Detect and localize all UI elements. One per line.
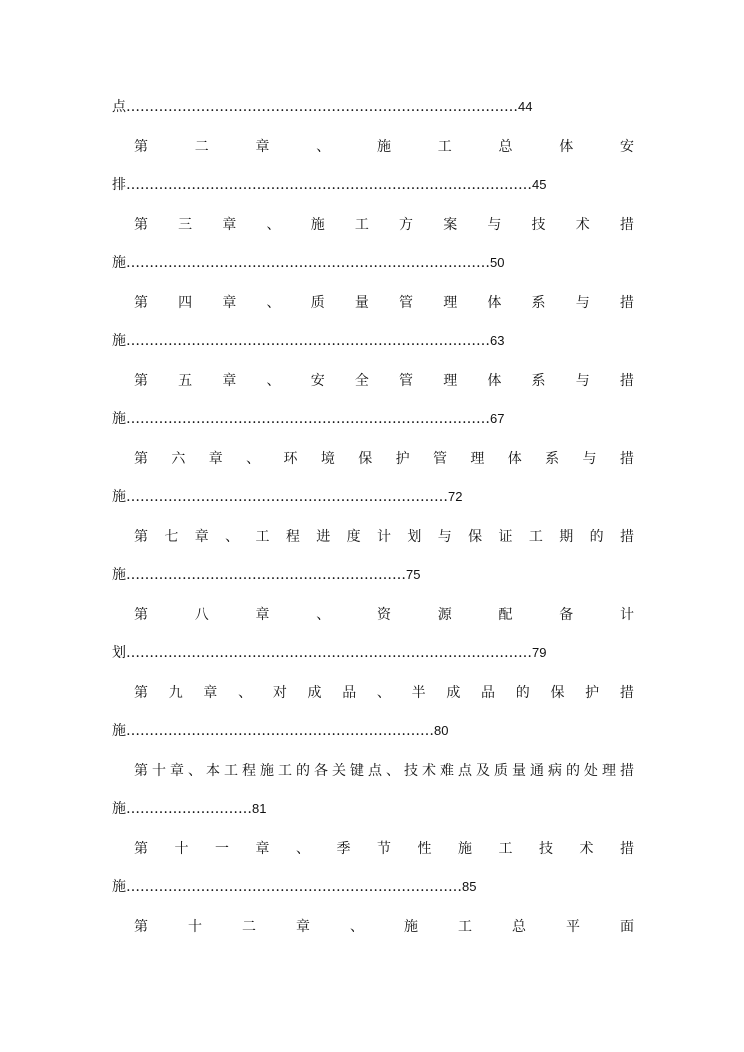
toc-heading-tail: 施 — [112, 333, 126, 349]
toc-heading-char: 划 — [407, 529, 422, 545]
toc-heading-char: 理 — [443, 373, 458, 389]
toc-heading-char: 工 — [528, 529, 543, 545]
toc-heading-char: 的 — [296, 763, 310, 779]
toc-heading-char: 与 — [575, 295, 590, 311]
toc-heading-char: 备 — [559, 607, 574, 623]
toc-heading-char: 的 — [566, 763, 580, 779]
toc-leader-line[interactable] — [112, 641, 546, 665]
toc-heading-char: 键 — [350, 763, 364, 779]
toc-heading-char: 及 — [476, 763, 490, 779]
toc-heading-char: 源 — [437, 607, 452, 623]
page-number: 63 — [490, 333, 505, 348]
toc-heading-char: 的 — [589, 529, 604, 545]
toc-heading-char: 的 — [515, 685, 530, 701]
toc-heading[interactable] — [134, 213, 634, 237]
toc-heading-char: 总 — [512, 919, 526, 935]
toc-heading-char: 章 — [208, 451, 223, 467]
toc-heading-tail: 施 — [112, 879, 126, 895]
toc-heading-char: 通 — [530, 763, 544, 779]
page-number: 75 — [406, 567, 421, 582]
toc-heading-char: 第 — [134, 919, 148, 935]
toc-heading-char: 施 — [458, 841, 472, 857]
toc-heading-char: 全 — [354, 373, 369, 389]
toc-heading-char: 系 — [531, 373, 546, 389]
page-number: 72 — [448, 489, 463, 504]
toc-heading-char: 理 — [602, 763, 616, 779]
toc-heading-char: 节 — [377, 841, 391, 857]
toc-leader-line[interactable] — [112, 875, 476, 899]
toc-heading-tail: 施 — [112, 255, 126, 271]
toc-heading-char: 术 — [422, 763, 436, 779]
toc-heading[interactable] — [134, 525, 634, 549]
toc-heading-char: 理 — [470, 451, 485, 467]
toc-heading-char: 四 — [178, 295, 193, 311]
toc-heading-char: 理 — [443, 295, 458, 311]
toc-heading-char: 五 — [178, 373, 193, 389]
toc-heading-char: 、 — [238, 685, 253, 701]
toc-heading-char: 、 — [266, 217, 281, 233]
toc-heading-tail: 施 — [112, 567, 126, 583]
toc-heading-char: 章 — [170, 763, 184, 779]
dot-leader: ………………………………………………………… — [126, 723, 434, 739]
toc-heading-char: 体 — [507, 451, 522, 467]
toc-heading[interactable] — [134, 447, 634, 471]
toc-heading-char: 证 — [498, 529, 513, 545]
dot-leader: ……………………………………………………………… — [126, 879, 462, 895]
toc-heading-char: 本 — [206, 763, 220, 779]
dot-leader: …………………………………………………………………………… — [126, 177, 532, 193]
toc-heading[interactable] — [134, 291, 634, 315]
toc-heading-char: 措 — [619, 373, 634, 389]
page-number: 44 — [518, 99, 533, 114]
toc-heading-tail: 施 — [112, 723, 126, 739]
toc-heading-char: 环 — [283, 451, 298, 467]
toc-heading-char: 对 — [272, 685, 287, 701]
toc-heading-char: 第 — [134, 139, 148, 155]
toc-heading-char: 施 — [260, 763, 274, 779]
toc-heading-char: 章 — [203, 685, 218, 701]
toc-heading-char: 技 — [539, 841, 553, 857]
toc-heading-char: 第 — [134, 685, 148, 701]
toc-heading-tail: 点 — [112, 99, 126, 115]
dot-leader: …………………………………………………………… — [126, 489, 448, 505]
toc-heading-char: 施 — [404, 919, 418, 935]
toc-heading-char: 十 — [152, 763, 166, 779]
toc-heading-char: 资 — [377, 607, 391, 623]
toc-heading[interactable] — [134, 135, 634, 159]
toc-heading-char: 三 — [178, 217, 193, 233]
toc-heading-char: 、 — [316, 139, 331, 155]
toc-heading-char: 季 — [336, 841, 351, 857]
page-number: 67 — [490, 411, 505, 426]
toc-heading-char: 工 — [354, 217, 369, 233]
toc-heading-char: 性 — [417, 841, 432, 857]
toc-heading-char: 十 — [174, 841, 189, 857]
toc-heading-char: 工 — [437, 139, 452, 155]
toc-heading-char: 点 — [458, 763, 472, 779]
toc-heading-char: 品 — [481, 685, 496, 701]
toc-heading[interactable] — [134, 759, 634, 783]
toc-heading-char: 施 — [310, 217, 325, 233]
toc-heading-char: 第 — [134, 763, 148, 779]
toc-heading-tail: 施 — [112, 411, 126, 427]
toc-heading[interactable] — [134, 915, 634, 939]
toc-heading-char: 质 — [310, 295, 325, 311]
toc-heading-char: 措 — [619, 451, 634, 467]
toc-heading-char: 管 — [399, 373, 414, 389]
toc-heading-char: 半 — [411, 685, 426, 701]
toc-heading-char: 处 — [584, 763, 598, 779]
toc-heading-char: 、 — [316, 607, 331, 623]
toc-heading-char: 第 — [134, 295, 148, 311]
toc-heading-char: 第 — [134, 373, 148, 389]
toc-heading-char: 九 — [168, 685, 183, 701]
toc-heading-char: 保 — [550, 685, 565, 701]
dot-leader: …………………………………………………………………… — [126, 411, 490, 427]
toc-heading-char: 系 — [531, 295, 546, 311]
toc-heading-char: 术 — [579, 841, 594, 857]
page-number: 45 — [532, 177, 547, 192]
toc-heading[interactable] — [134, 369, 634, 393]
toc-heading-char: 一 — [215, 841, 229, 857]
page-number: 79 — [532, 645, 547, 660]
toc-leader-line[interactable] — [112, 719, 448, 743]
toc-heading-char: 章 — [194, 529, 209, 545]
toc-heading-char: 章 — [222, 295, 237, 311]
toc-heading-char: 章 — [255, 139, 270, 155]
toc-heading-char: 平 — [566, 919, 580, 935]
toc-leader-line[interactable] — [112, 563, 420, 587]
page-number: 85 — [462, 879, 477, 894]
toc-heading-char: 程 — [242, 763, 256, 779]
toc-heading-char: 与 — [487, 217, 502, 233]
toc-heading-char: 、 — [386, 763, 400, 779]
toc-heading-char: 施 — [377, 139, 391, 155]
toc-heading-char: 量 — [512, 763, 526, 779]
toc-heading-char: 总 — [498, 139, 513, 155]
toc-heading-char: 十 — [188, 919, 202, 935]
toc-heading-char: 第 — [134, 451, 148, 467]
toc-heading-char: 护 — [585, 685, 600, 701]
toc-heading-char: 护 — [395, 451, 410, 467]
toc-heading-char: 措 — [619, 685, 634, 701]
toc-heading-char: 八 — [194, 607, 209, 623]
toc-heading-char: 、 — [188, 763, 202, 779]
toc-heading[interactable] — [134, 681, 634, 705]
toc-heading-char: 体 — [559, 139, 574, 155]
toc-heading-char: 品 — [342, 685, 357, 701]
toc-heading-char: 工 — [255, 529, 270, 545]
toc-heading-char: 度 — [346, 529, 361, 545]
toc-leader-line[interactable] — [112, 329, 504, 353]
toc-heading-char: 工 — [498, 841, 513, 857]
toc-heading-char: 保 — [468, 529, 483, 545]
toc-heading-char: 第 — [134, 217, 148, 233]
toc-heading-tail: 划 — [112, 645, 126, 661]
page-number: 80 — [434, 723, 449, 738]
toc-heading-char: 期 — [559, 529, 574, 545]
toc-heading-char: 二 — [242, 919, 256, 935]
toc-heading[interactable] — [134, 837, 634, 861]
toc-heading-tail: 施 — [112, 801, 126, 817]
toc-heading-char: 六 — [171, 451, 186, 467]
toc-heading-char: 章 — [296, 919, 310, 935]
toc-heading-char: 章 — [222, 373, 237, 389]
toc-leader-line[interactable] — [112, 173, 546, 197]
toc-heading-char: 技 — [531, 217, 546, 233]
toc-heading-char: 措 — [619, 217, 634, 233]
toc-heading-char: 关 — [332, 763, 346, 779]
toc-heading-char: 程 — [285, 529, 300, 545]
toc-heading-char: 工 — [278, 763, 292, 779]
toc-leader-line[interactable] — [112, 797, 266, 821]
toc-heading-char: 术 — [575, 217, 590, 233]
toc-heading-char: 安 — [310, 373, 325, 389]
toc-heading-char: 工 — [224, 763, 238, 779]
dot-leader: …………………………………………………………………… — [126, 255, 490, 271]
page-number: 81 — [252, 801, 267, 816]
toc-heading-char: 难 — [440, 763, 454, 779]
toc-heading[interactable] — [134, 603, 634, 627]
toc-heading-char: 与 — [437, 529, 452, 545]
toc-leader-line[interactable] — [112, 407, 504, 431]
toc-heading-char: 计 — [377, 529, 391, 545]
toc-heading-char: 第 — [134, 607, 148, 623]
toc-heading-char: 管 — [433, 451, 447, 467]
dot-leader: …………………………………………………………………… — [126, 333, 490, 349]
dot-leader: ……………………… — [126, 801, 252, 817]
toc-heading-char: 安 — [620, 139, 634, 155]
toc-heading-char: 技 — [404, 763, 418, 779]
toc-leader-line[interactable] — [112, 251, 504, 275]
toc-heading-char: 措 — [620, 841, 634, 857]
toc-heading-char: 计 — [620, 607, 634, 623]
toc-heading-char: 、 — [266, 295, 281, 311]
toc-heading-char: 保 — [358, 451, 373, 467]
toc-leader-line[interactable] — [112, 95, 532, 119]
dot-leader: ………………………………………………………………………… — [126, 99, 518, 115]
dot-leader: …………………………………………………………………………… — [126, 645, 532, 661]
page-number: 50 — [490, 255, 505, 270]
toc-heading-char: 措 — [619, 295, 634, 311]
toc-heading-char: 、 — [266, 373, 281, 389]
toc-heading-char: 体 — [487, 373, 502, 389]
toc-heading-char: 成 — [307, 685, 322, 701]
toc-heading-char: 措 — [620, 529, 634, 545]
toc-heading-char: 、 — [296, 841, 310, 857]
toc-heading-char: 、 — [225, 529, 240, 545]
toc-heading-char: 章 — [255, 607, 270, 623]
toc-heading-char: 面 — [620, 919, 634, 935]
toc-heading-char: 措 — [620, 763, 634, 779]
toc-heading-char: 章 — [222, 217, 237, 233]
toc-heading-char: 二 — [194, 139, 209, 155]
toc-heading-char: 第 — [134, 529, 148, 545]
toc-heading-char: 工 — [458, 919, 472, 935]
toc-heading-char: 配 — [498, 607, 513, 623]
toc-heading-char: 质 — [494, 763, 508, 779]
toc-heading-char: 病 — [548, 763, 562, 779]
toc-heading-char: 各 — [314, 763, 328, 779]
toc-heading-char: 与 — [575, 373, 590, 389]
toc-heading-char: 与 — [582, 451, 597, 467]
toc-heading-char: 进 — [316, 529, 331, 545]
toc-heading-char: 、 — [350, 919, 364, 935]
toc-heading-char: 系 — [545, 451, 560, 467]
toc-heading-char: 七 — [164, 529, 179, 545]
toc-heading-char: 方 — [399, 217, 414, 233]
toc-leader-line[interactable] — [112, 485, 462, 509]
toc-heading-char: 成 — [446, 685, 461, 701]
toc-heading-char: 、 — [246, 451, 261, 467]
toc-heading-char: 案 — [443, 217, 458, 233]
toc-heading-char: 、 — [376, 685, 391, 701]
toc-heading-char: 第 — [134, 841, 148, 857]
toc-heading-char: 量 — [354, 295, 369, 311]
toc-heading-char: 境 — [320, 451, 335, 467]
toc-heading-tail: 排 — [112, 177, 126, 193]
toc-heading-tail: 施 — [112, 489, 126, 505]
toc-heading-char: 体 — [487, 295, 502, 311]
toc-heading-char: 管 — [399, 295, 414, 311]
toc-heading-char: 点 — [368, 763, 382, 779]
dot-leader: …………………………………………………… — [126, 567, 406, 583]
toc-heading-char: 章 — [255, 841, 270, 857]
